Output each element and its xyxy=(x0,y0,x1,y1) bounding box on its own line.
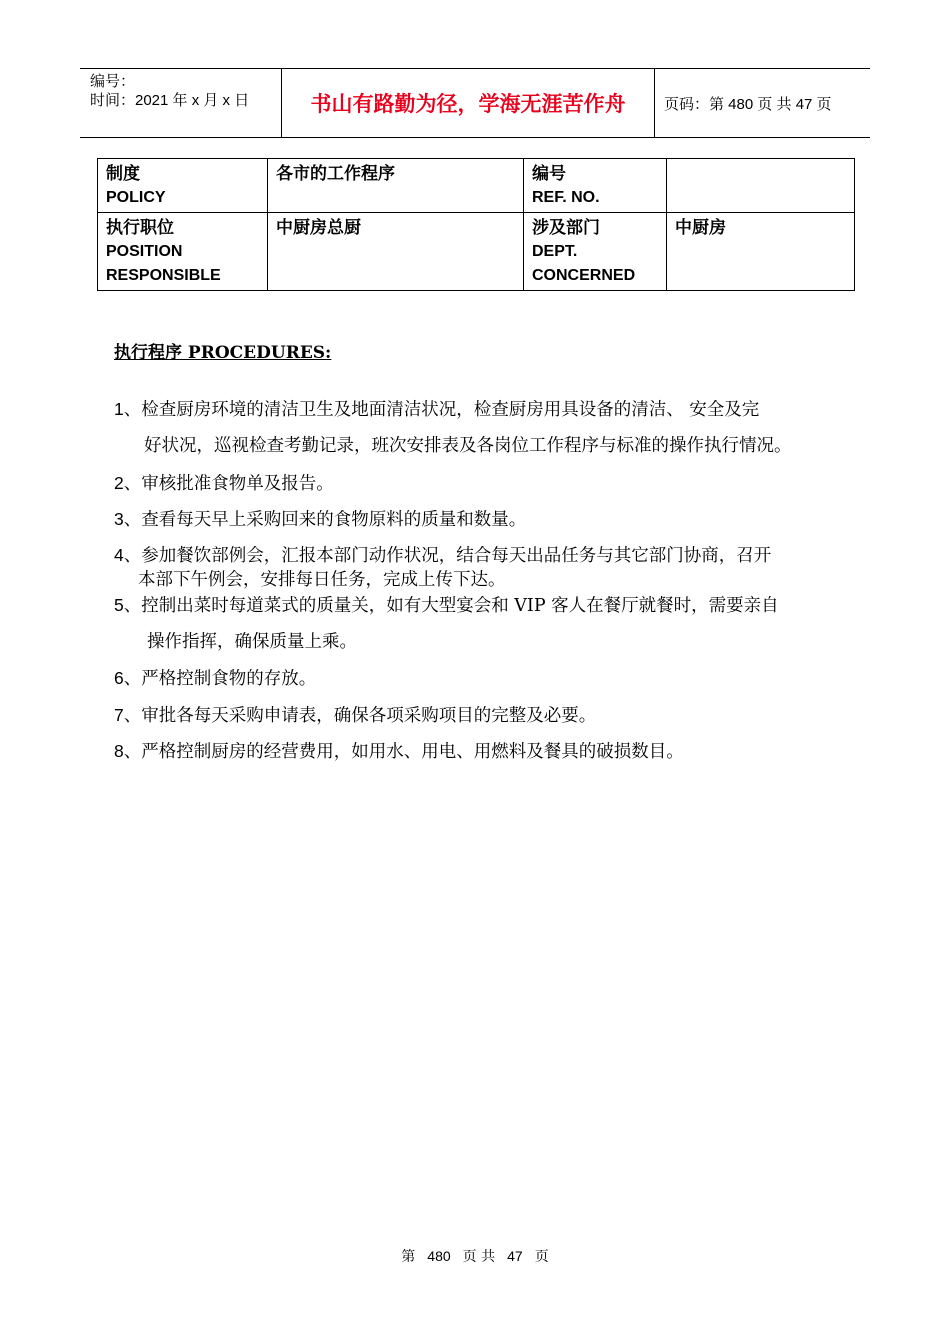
page-footer xyxy=(0,1246,950,1266)
list-item xyxy=(114,397,759,422)
item-number: 5 xyxy=(114,595,124,615)
policy-label-en: POLICY xyxy=(106,189,166,206)
page-header xyxy=(80,68,870,138)
header-meta xyxy=(90,72,249,110)
item-text: 、检查厨房环境的清洁卫生及地面清洁状况，检查厨房用具设备的清洁、 安全及完 xyxy=(123,400,760,420)
header-divider xyxy=(654,69,655,137)
list-item xyxy=(114,739,684,764)
dept-label-cell xyxy=(524,213,667,291)
position-label-cell xyxy=(98,213,268,291)
item-text-continued: 操作指挥，确保质量上乘。 xyxy=(147,632,357,652)
footer-page-number: 480 xyxy=(427,1248,451,1264)
ref-label-en: REF. NO. xyxy=(532,189,600,206)
dept-value: 中厨房 xyxy=(667,213,855,291)
item-number: 3 xyxy=(114,509,124,529)
item-text: 、控制出菜时每道菜式的质量关，如有大型宴会和 VIP 客人在餐厅就餐时，需要亲自 xyxy=(123,596,779,616)
ref-label-cell xyxy=(524,159,667,213)
ref-label-cn: 编号 xyxy=(532,164,566,184)
dept-label-cn: 涉及部门 xyxy=(532,218,600,238)
footer-prefix: 第 xyxy=(401,1249,416,1265)
table-row xyxy=(98,159,855,213)
position-label-en: POSITION xyxy=(106,243,183,260)
footer-suffix: 页 xyxy=(534,1249,549,1265)
item-number: 2 xyxy=(114,473,124,493)
list-item xyxy=(114,543,771,568)
item-text: 、审批各每天采购申请表，确保各项采购项目的完整及必要。 xyxy=(123,706,597,726)
position-label-cn: 执行职位 xyxy=(106,218,174,238)
list-item xyxy=(114,703,596,728)
item-text: 、严格控制食物的存放。 xyxy=(123,669,317,689)
list-item xyxy=(114,471,334,496)
item-text: 、审核批准食物单及报告。 xyxy=(123,474,334,494)
footer-total-pages: 47 xyxy=(507,1248,523,1264)
policy-label-cn: 制度 xyxy=(106,164,140,184)
item-number: 7 xyxy=(114,705,124,725)
item-text: 、查看每天早上采购回来的食物原料的质量和数量。 xyxy=(123,510,527,530)
motto: 书山有路勤为径，学海无涯苦作舟 xyxy=(310,91,626,116)
procedures-title: 执行程序 PROCEDURES: xyxy=(114,343,332,363)
policy-table xyxy=(97,158,855,291)
item-text: 、参加餐饮部例会，汇报本部门动作状况，结合每天出品任务与其它部门协商，召开 xyxy=(123,546,772,566)
list-item xyxy=(114,593,779,618)
item-number: 1 xyxy=(114,399,124,419)
item-number: 8 xyxy=(114,741,124,761)
ref-value xyxy=(667,159,855,213)
item-number: 4 xyxy=(114,545,124,565)
footer-mid: 页 共 xyxy=(462,1249,496,1265)
dept-label-en2: CONCERNED xyxy=(532,267,636,284)
item-text-continued: 本部下午例会，安排每日任务，完成上传下达。 xyxy=(138,570,506,590)
code-label: 编号： xyxy=(90,73,136,90)
table-row xyxy=(98,213,855,291)
item-text-continued: 好状况，巡视检查考勤记录，班次安排表及各岗位工作程序与标准的操作执行情况。 xyxy=(144,436,792,456)
item-number: 6 xyxy=(114,668,124,688)
page-info: 页码：第 480 页 共 47 页 xyxy=(664,95,832,113)
policy-label-cell xyxy=(98,159,268,213)
list-item xyxy=(114,666,316,691)
time-label: 时间：2021 年 x 月 x 日 xyxy=(90,92,250,109)
policy-value: 各市的工作程序 xyxy=(268,159,524,213)
position-label-en2: RESPONSIBLE xyxy=(106,267,221,284)
position-value: 中厨房总厨 xyxy=(268,213,524,291)
dept-label-en: DEPT. xyxy=(532,243,578,260)
list-item xyxy=(114,507,526,532)
item-text: 、严格控制厨房的经营费用，如用水、用电、用燃料及餐具的破损数目。 xyxy=(123,742,684,762)
